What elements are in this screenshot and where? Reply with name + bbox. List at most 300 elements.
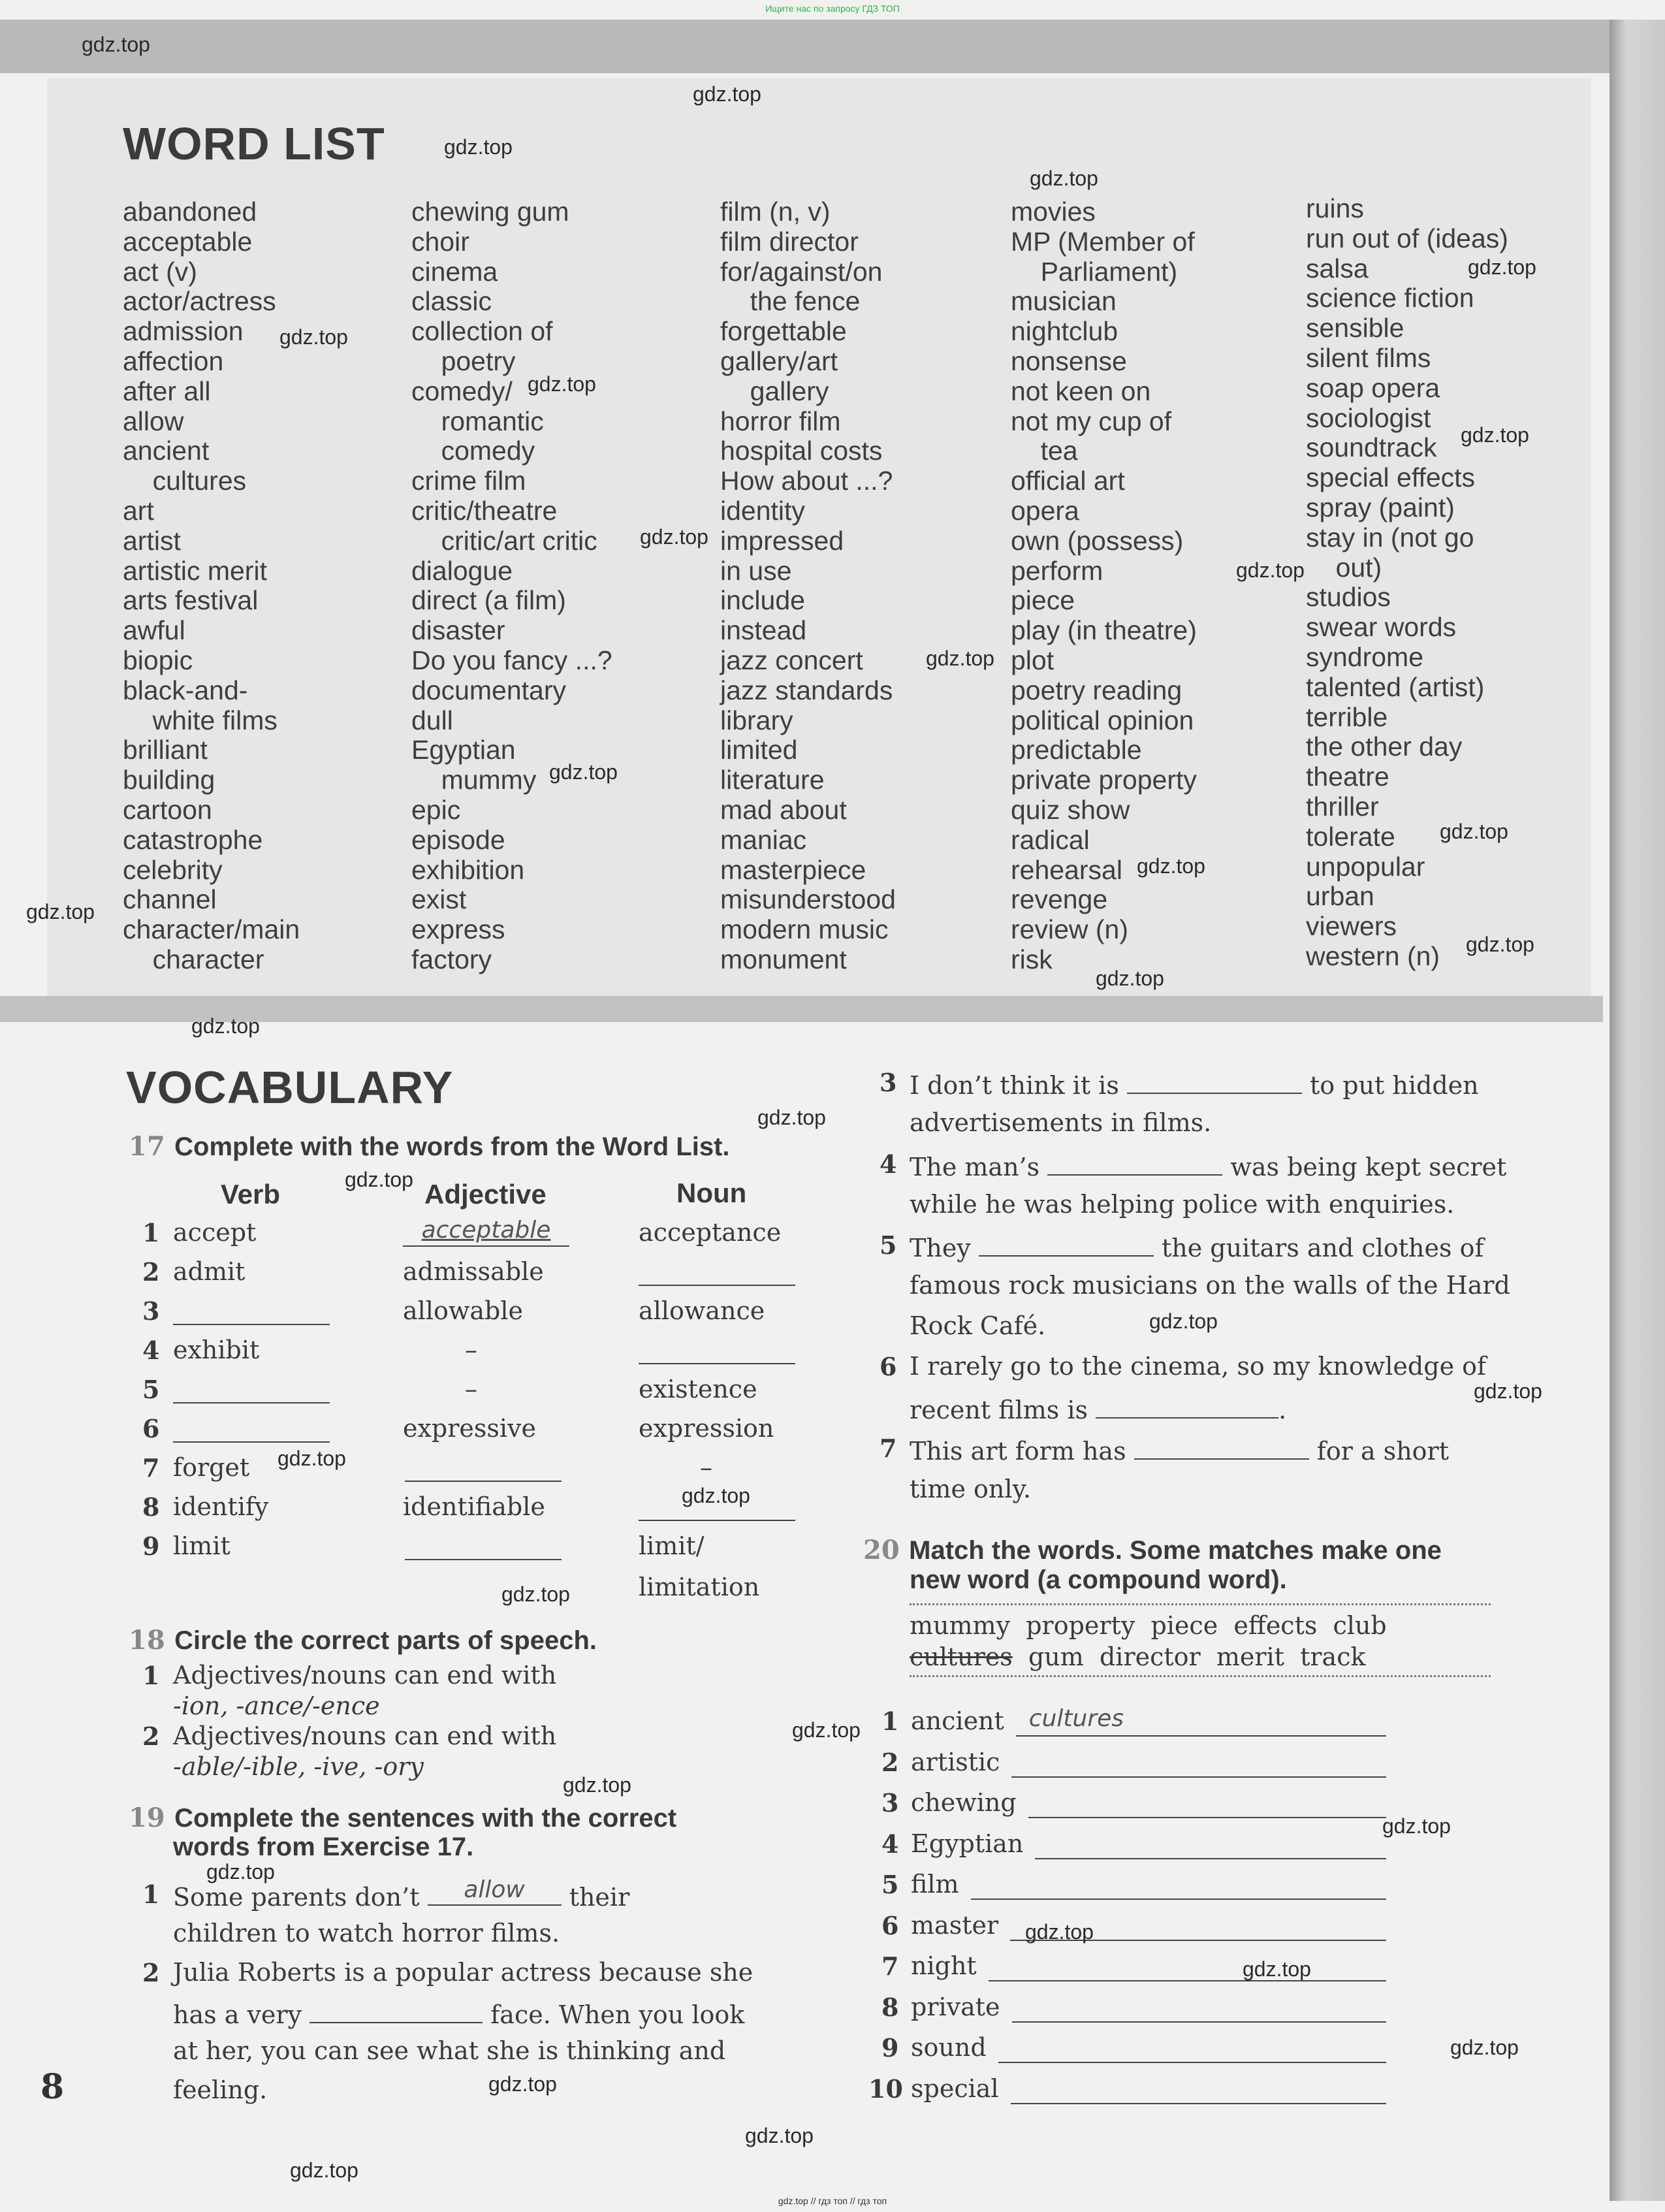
word-list-item: acceptable [123, 226, 253, 257]
watermark: gdz.top [26, 900, 95, 923]
verb-cell: forget [173, 1453, 250, 1482]
item-number: 2 [881, 1747, 899, 1777]
word-list-item: not keen on [1011, 376, 1151, 406]
verb-cell: exhibit [173, 1336, 260, 1364]
watermark: gdz.top [1382, 1814, 1451, 1838]
answer-blank[interactable] [1127, 1068, 1302, 1094]
answer-blank[interactable] [1011, 1776, 1386, 1778]
sentence-line: feeling. [173, 2076, 268, 2104]
word-list-column-3 [720, 197, 896, 975]
verb-cell: admit [173, 1257, 246, 1286]
row-number: 7 [142, 1453, 160, 1483]
watermark: gdz.top [82, 33, 150, 56]
match-row [911, 1993, 1000, 2021]
column-header-noun: Noun [676, 1178, 747, 1208]
list-item: Adjectives/nouns can end with [173, 1722, 557, 1750]
sentence-line: time only. [910, 1475, 1032, 1503]
exercise-instruction-line2: new word (a compound word). [910, 1565, 1287, 1594]
word-list-item: express [411, 914, 505, 945]
vocabulary-title: VOCABULARY [126, 1062, 454, 1113]
item-number: 6 [881, 1910, 899, 1940]
watermark: gdz.top [640, 525, 708, 549]
sentence-text: The man’s [910, 1153, 1040, 1181]
adjective-cell: identifiable [403, 1492, 545, 1521]
word-list-title: WORD LIST [123, 118, 385, 169]
word-list-item: for/against/on [720, 256, 883, 287]
word-list-item: disaster [411, 615, 505, 646]
word-list-item: literature [720, 765, 825, 795]
row-number: 1 [142, 1218, 160, 1247]
word-list-item: masterpiece [720, 854, 866, 885]
word-list-item: special effects [1306, 462, 1476, 493]
word-list-item: chewing gum [411, 197, 569, 227]
word-list-item: film (n, v) [720, 197, 831, 227]
watermark: gdz.top [206, 1860, 275, 1883]
word-list-item: misunderstood [720, 884, 896, 915]
word-list-item: movies [1011, 197, 1096, 227]
word-list-item: character/main [123, 914, 300, 945]
word-list-item: allow [123, 406, 184, 436]
word-list-item: comedy/ [411, 376, 513, 406]
word-list-item: critic/art critic [411, 525, 597, 556]
sentence-text: their [569, 1883, 630, 1912]
item-number: 9 [881, 2033, 899, 2062]
sentence-text: face. When you look [490, 2000, 745, 2029]
sentence-line: while he was helping police with enquiries. [910, 1190, 1455, 1219]
watermark: gdz.top [1025, 1920, 1094, 1944]
word-list-item: crime film [411, 466, 526, 496]
match-row [911, 2033, 987, 2062]
item-number: 3 [880, 1068, 897, 1097]
item-number: 4 [881, 1829, 899, 1859]
word-list-item: swear words [1306, 612, 1457, 643]
word-list-item: rehearsal [1011, 854, 1122, 885]
item-number: 8 [881, 1992, 899, 2022]
row-number: 6 [142, 1414, 160, 1443]
exercise-17-heading [129, 1131, 730, 1162]
match-row [911, 1788, 1017, 1817]
item-number: 2 [142, 1722, 160, 1751]
watermark: gdz.top [926, 647, 994, 670]
noun-blank[interactable] [639, 1285, 795, 1286]
watermark: gdz.top [1030, 167, 1098, 190]
exercise-20-heading [863, 1535, 1442, 1565]
word-list-item: soap opera [1306, 372, 1440, 403]
word-box-line-2 [910, 1643, 1366, 1671]
word-list-item: channel [123, 884, 217, 915]
row-number: 8 [142, 1492, 160, 1522]
sentence-line [910, 1068, 1479, 1100]
item-number: 3 [881, 1788, 899, 1818]
word-list-item: episode [411, 824, 505, 855]
watermark: gdz.top [345, 1168, 413, 1191]
noun-cell: expression [639, 1414, 774, 1443]
adjective-blank[interactable] [405, 1481, 562, 1482]
sentence-text: was being kept secret [1230, 1153, 1507, 1181]
answer-blank[interactable] [1096, 1392, 1278, 1419]
word-list-item: radical [1011, 824, 1090, 855]
word-list-item: cinema [411, 256, 498, 287]
word-list-item: awful [123, 615, 185, 646]
word-list-item: poetry [411, 345, 516, 376]
verb-cell: accept [173, 1218, 257, 1247]
watermark: gdz.top [563, 1773, 631, 1797]
watermark: gdz.top [792, 1718, 861, 1742]
match-word: Egyptian [911, 1829, 1024, 1858]
footer-note: gdz.top // гдз топ // гдз топ [778, 2196, 887, 2206]
word-list-item: cultures [123, 466, 247, 496]
word-list-item: exist [411, 884, 467, 915]
word-list-item: identity [720, 495, 805, 526]
watermark: gdz.top [501, 1582, 570, 1606]
match-word: sound [911, 2033, 987, 2062]
exercise-number: 19 [129, 1803, 165, 1833]
word-list-item: ruins [1306, 193, 1364, 223]
sentence-line: advertisements in films. [910, 1108, 1212, 1137]
sentence-line: Julia Roberts is a popular actress because she [173, 1958, 753, 1987]
word-list-item: artistic merit [123, 555, 267, 586]
noun-cell: allowance [639, 1296, 765, 1325]
watermark: gdz.top [1468, 255, 1536, 279]
exercise-number: 17 [129, 1131, 165, 1162]
word-list-item: horror film [720, 406, 841, 436]
word-list-item: sensible [1306, 313, 1404, 344]
sentence-text: to put hidden [1310, 1071, 1479, 1100]
word-list-item: building [123, 765, 215, 795]
exercise-number: 20 [863, 1535, 900, 1565]
word-list-item: gallery [720, 376, 829, 406]
column-header-verb: Verb [221, 1179, 281, 1210]
word-list-item: direct (a film) [411, 585, 566, 616]
noun-blank[interactable] [639, 1363, 795, 1364]
sentence-line [173, 1997, 744, 2029]
word-list-item: jazz standards [720, 675, 893, 705]
answer-blank[interactable] [998, 2062, 1386, 2063]
word-list-item: theatre [1306, 761, 1389, 792]
answer-blank[interactable] [979, 1230, 1154, 1257]
watermark: gdz.top [1474, 1379, 1542, 1403]
sentence-line [910, 1392, 1286, 1424]
adjective-dash: – [465, 1336, 477, 1364]
word-list-item: arts festival [123, 585, 259, 616]
exercise-19-heading [129, 1803, 676, 1833]
word-list-item: Egyptian [411, 735, 516, 765]
word-list-item: mad about [720, 794, 847, 825]
word-list-item: risk [1011, 944, 1053, 974]
answer-blank[interactable] [309, 1997, 483, 2023]
watermark: gdz.top [1243, 1957, 1311, 1981]
word-box-words: gum director merit track [1012, 1643, 1366, 1671]
word-list-item: gallery/art [720, 345, 838, 376]
word-list-item: urban [1306, 881, 1374, 912]
word-list-item: the other day [1306, 731, 1463, 762]
word-box-line-1: mummy property piece effects club [910, 1611, 1387, 1640]
verb-cell: identify [173, 1492, 269, 1521]
word-list-item: Do you fancy ...? [411, 645, 612, 675]
word-list-item: poetry reading [1011, 675, 1182, 705]
word-list-column-5 [1306, 194, 1508, 972]
word-list-item: impressed [720, 525, 844, 556]
list-item: Adjectives/nouns can end with [173, 1661, 557, 1690]
exercise-number: 18 [129, 1625, 165, 1656]
word-list-item: include [720, 585, 805, 616]
word-list-item: revenge [1011, 884, 1108, 915]
verb-blank[interactable] [173, 1441, 330, 1443]
word-list-item: political opinion [1011, 705, 1194, 735]
verb-cell: limit [173, 1531, 230, 1560]
sentence-line [910, 1230, 1484, 1262]
verb-blank[interactable] [173, 1324, 330, 1325]
word-list-item: private property [1011, 765, 1197, 795]
word-list-item: ancient [123, 436, 210, 466]
word-list-item: viewers [1306, 911, 1397, 942]
watermark: gdz.top [528, 372, 596, 396]
watermark: gdz.top [1137, 854, 1205, 878]
row-number: 3 [142, 1296, 160, 1326]
word-list-item: film director [720, 226, 859, 257]
answer-blank[interactable] [1011, 2103, 1386, 2104]
word-list-item: exhibition [411, 854, 525, 885]
word-list-item: classic [411, 286, 492, 317]
word-list-item: out) [1306, 552, 1382, 583]
list-item-suffixes: -ion, -ance/-ence [173, 1691, 380, 1720]
row-number: 4 [142, 1336, 160, 1365]
watermark: gdz.top [1440, 820, 1508, 843]
item-number: 10 [868, 2074, 903, 2104]
struck-word: cultures [910, 1643, 1013, 1671]
item-number: 1 [142, 1661, 160, 1690]
row-number: 9 [142, 1531, 160, 1561]
sentence-line: children to watch horror films. [173, 1919, 560, 1948]
handwritten-answer: cultures [1028, 1705, 1124, 1732]
word-list-item: studios [1306, 582, 1391, 613]
word-list-item: hospital costs [720, 436, 883, 466]
word-list-item: critic/theatre [411, 495, 558, 526]
word-list-item: epic [411, 794, 461, 825]
word-list-item: syndrome [1306, 641, 1424, 672]
word-list-item: review (n) [1011, 914, 1128, 945]
word-list-item: catastrophe [123, 824, 263, 855]
answer-blank[interactable] [1016, 1735, 1386, 1737]
word-list-item: tea [1011, 436, 1078, 466]
watermark: gdz.top [693, 82, 761, 106]
handwritten-answer: acceptable [421, 1217, 551, 1243]
watermark: gdz.top [278, 1447, 346, 1470]
noun-blank[interactable] [639, 1520, 795, 1521]
adjective-blank[interactable] [403, 1245, 569, 1247]
noun-cell: acceptance [639, 1218, 782, 1247]
sentence-line [910, 1149, 1506, 1181]
word-list-item: thriller [1306, 791, 1379, 822]
answer-blank[interactable] [428, 1876, 562, 1906]
adjective-cell: expressive [403, 1414, 537, 1443]
word-list-item: jazz concert [720, 645, 863, 675]
word-list-item: predictable [1011, 735, 1142, 765]
watermark: gdz.top [1236, 558, 1305, 582]
item-number: 2 [142, 1958, 160, 1987]
word-list-item: opera [1011, 495, 1079, 526]
sentence-line: famous rock musicians on the walls of the Hard [910, 1271, 1510, 1300]
word-list-item: act (v) [123, 256, 197, 287]
word-list-item: artist [123, 525, 181, 556]
word-list-item: plot [1011, 645, 1054, 675]
exercise-instruction: Complete with the words from the Word List. [174, 1132, 730, 1161]
word-list-item: dull [411, 705, 453, 735]
watermark: gdz.top [1461, 423, 1529, 447]
word-list-item: art [123, 495, 154, 526]
scan-shadow-top [0, 20, 1610, 73]
watermark: gdz.top [488, 2072, 557, 2096]
word-list-item: dialogue [411, 555, 513, 586]
noun-dash: – [700, 1453, 712, 1482]
word-box-bottom-border [910, 1675, 1491, 1677]
watermark: gdz.top [757, 1106, 826, 1129]
sentence-text: . [1278, 1396, 1287, 1424]
word-list-item: modern music [720, 914, 889, 945]
watermark: gdz.top [1149, 1309, 1218, 1333]
word-list-item: sociologist [1306, 402, 1431, 433]
word-list-item: collection of [411, 316, 553, 347]
word-list-item: abandoned [123, 197, 257, 227]
word-list-item: forgettable [720, 316, 847, 347]
word-list-item: stay in (not go [1306, 522, 1474, 553]
sentence-line [910, 1434, 1449, 1466]
match-row [911, 1829, 1023, 1858]
word-list-item: choir [411, 226, 469, 257]
sentence-text: This art form has [910, 1437, 1126, 1466]
watermark: gdz.top [444, 135, 513, 159]
exercise-18-heading [129, 1625, 597, 1656]
word-list-item: maniac [720, 824, 807, 855]
match-word: film [911, 1870, 959, 1899]
word-box-top-border [910, 1603, 1491, 1605]
noun-cell: limit/ [639, 1531, 705, 1560]
word-list-item: in use [720, 555, 792, 586]
exercise-instruction: Match the words. Some matches make one [909, 1536, 1442, 1565]
word-list-item: musician [1011, 286, 1117, 317]
answer-blank[interactable] [1047, 1149, 1222, 1176]
match-row [911, 1951, 977, 1980]
item-number: 6 [880, 1352, 897, 1381]
row-number: 5 [142, 1375, 160, 1404]
word-list-item: quiz show [1011, 794, 1130, 825]
word-list-item: science fiction [1306, 283, 1474, 313]
answer-blank[interactable] [1012, 2021, 1386, 2023]
match-word: night [911, 1951, 977, 1980]
word-list-item: play (in theatre) [1011, 615, 1197, 646]
sentence-text: the guitars and clothes of [1161, 1234, 1484, 1262]
list-item-suffixes: -able/-ible, -ive, -ory [173, 1752, 424, 1781]
sentence-text: recent films is [910, 1396, 1088, 1424]
watermark: gdz.top [682, 1484, 750, 1507]
page-spine-shadow [1610, 20, 1665, 2201]
match-row [911, 1911, 998, 1940]
answer-blank[interactable] [1028, 1817, 1386, 1818]
word-list-item: documentary [411, 675, 567, 705]
watermark: gdz.top [191, 1014, 260, 1038]
item-number: 5 [881, 1870, 899, 1899]
sentence-line: Rock Café. [910, 1311, 1046, 1340]
word-list-item: own (possess) [1011, 525, 1184, 556]
word-list-item: salsa [1306, 253, 1369, 283]
word-list-item: the fence [720, 286, 861, 317]
item-number: 7 [880, 1434, 897, 1463]
word-list-column-2 [411, 197, 612, 975]
word-list-item: western (n) [1306, 940, 1440, 971]
adjective-cell: allowable [403, 1296, 523, 1325]
watermark: gdz.top [549, 760, 618, 784]
word-list-item: comedy [411, 436, 535, 466]
sentence-text: They [910, 1234, 971, 1262]
item-number: 5 [880, 1230, 897, 1260]
word-list-item: Parliament) [1011, 256, 1178, 287]
sentence-text: Some parents don’t [173, 1883, 420, 1912]
word-list-item: affection [123, 345, 224, 376]
row-number: 2 [142, 1257, 160, 1287]
sentence-1 [173, 1876, 630, 1912]
answer-blank[interactable] [989, 1980, 1386, 1981]
item-number: 7 [881, 1951, 899, 1981]
word-list-item: spray (paint) [1306, 492, 1455, 522]
word-list-item: nonsense [1011, 345, 1127, 376]
exercise-instruction-line2: words from Exercise 17. [173, 1833, 474, 1861]
column-header-adjective: Adjective [424, 1179, 547, 1210]
word-list-item: unpopular [1306, 851, 1425, 882]
match-word: ancient [911, 1707, 1004, 1735]
word-list-item: run out of (ideas) [1306, 223, 1508, 253]
word-list-item: cartoon [123, 794, 212, 825]
word-list-item: admission [123, 316, 244, 347]
sentence-line: I rarely go to the cinema, so my knowledge of [910, 1352, 1487, 1381]
word-list-item: terrible [1306, 701, 1388, 732]
word-list-item: perform [1011, 555, 1103, 586]
noun-cell-continuation: limitation [639, 1573, 760, 1601]
word-list-item: actor/actress [123, 286, 276, 317]
verb-blank[interactable] [173, 1402, 330, 1403]
answer-blank[interactable] [1035, 1858, 1386, 1859]
adjective-dash: – [465, 1375, 477, 1403]
word-list-item: factory [411, 944, 492, 974]
answer-blank[interactable] [971, 1899, 1386, 1900]
watermark: gdz.top [1096, 967, 1164, 990]
item-number: 1 [881, 1707, 899, 1736]
match-word: chewing [911, 1788, 1017, 1817]
word-list-item: library [720, 705, 793, 735]
watermark: gdz.top [279, 325, 348, 349]
match-row [911, 1748, 1000, 1776]
word-list-item: character [123, 944, 264, 974]
answer-blank[interactable] [1134, 1434, 1309, 1460]
sentence-text: I don’t think it is [910, 1071, 1119, 1100]
match-word: private [911, 1992, 1000, 2021]
word-list-item: brilliant [123, 735, 208, 765]
match-row [911, 2074, 999, 2103]
sentence-text: for a short [1316, 1437, 1449, 1466]
match-word: artistic [911, 1747, 1000, 1776]
word-list-item: tolerate [1306, 821, 1395, 852]
adjective-blank[interactable] [405, 1559, 562, 1560]
word-list-item: white films [123, 705, 278, 735]
word-list-item: MP (Member of [1011, 226, 1195, 257]
word-list-item: instead [720, 615, 807, 646]
watermark: gdz.top [1450, 2036, 1519, 2059]
word-list-item: nightclub [1011, 316, 1118, 347]
word-list-item: black-and- [123, 675, 248, 705]
word-list-item: silent films [1306, 342, 1431, 373]
adjective-cell: admissable [403, 1257, 544, 1286]
item-number: 1 [142, 1880, 160, 1909]
word-list-item: not my cup of [1011, 406, 1172, 436]
